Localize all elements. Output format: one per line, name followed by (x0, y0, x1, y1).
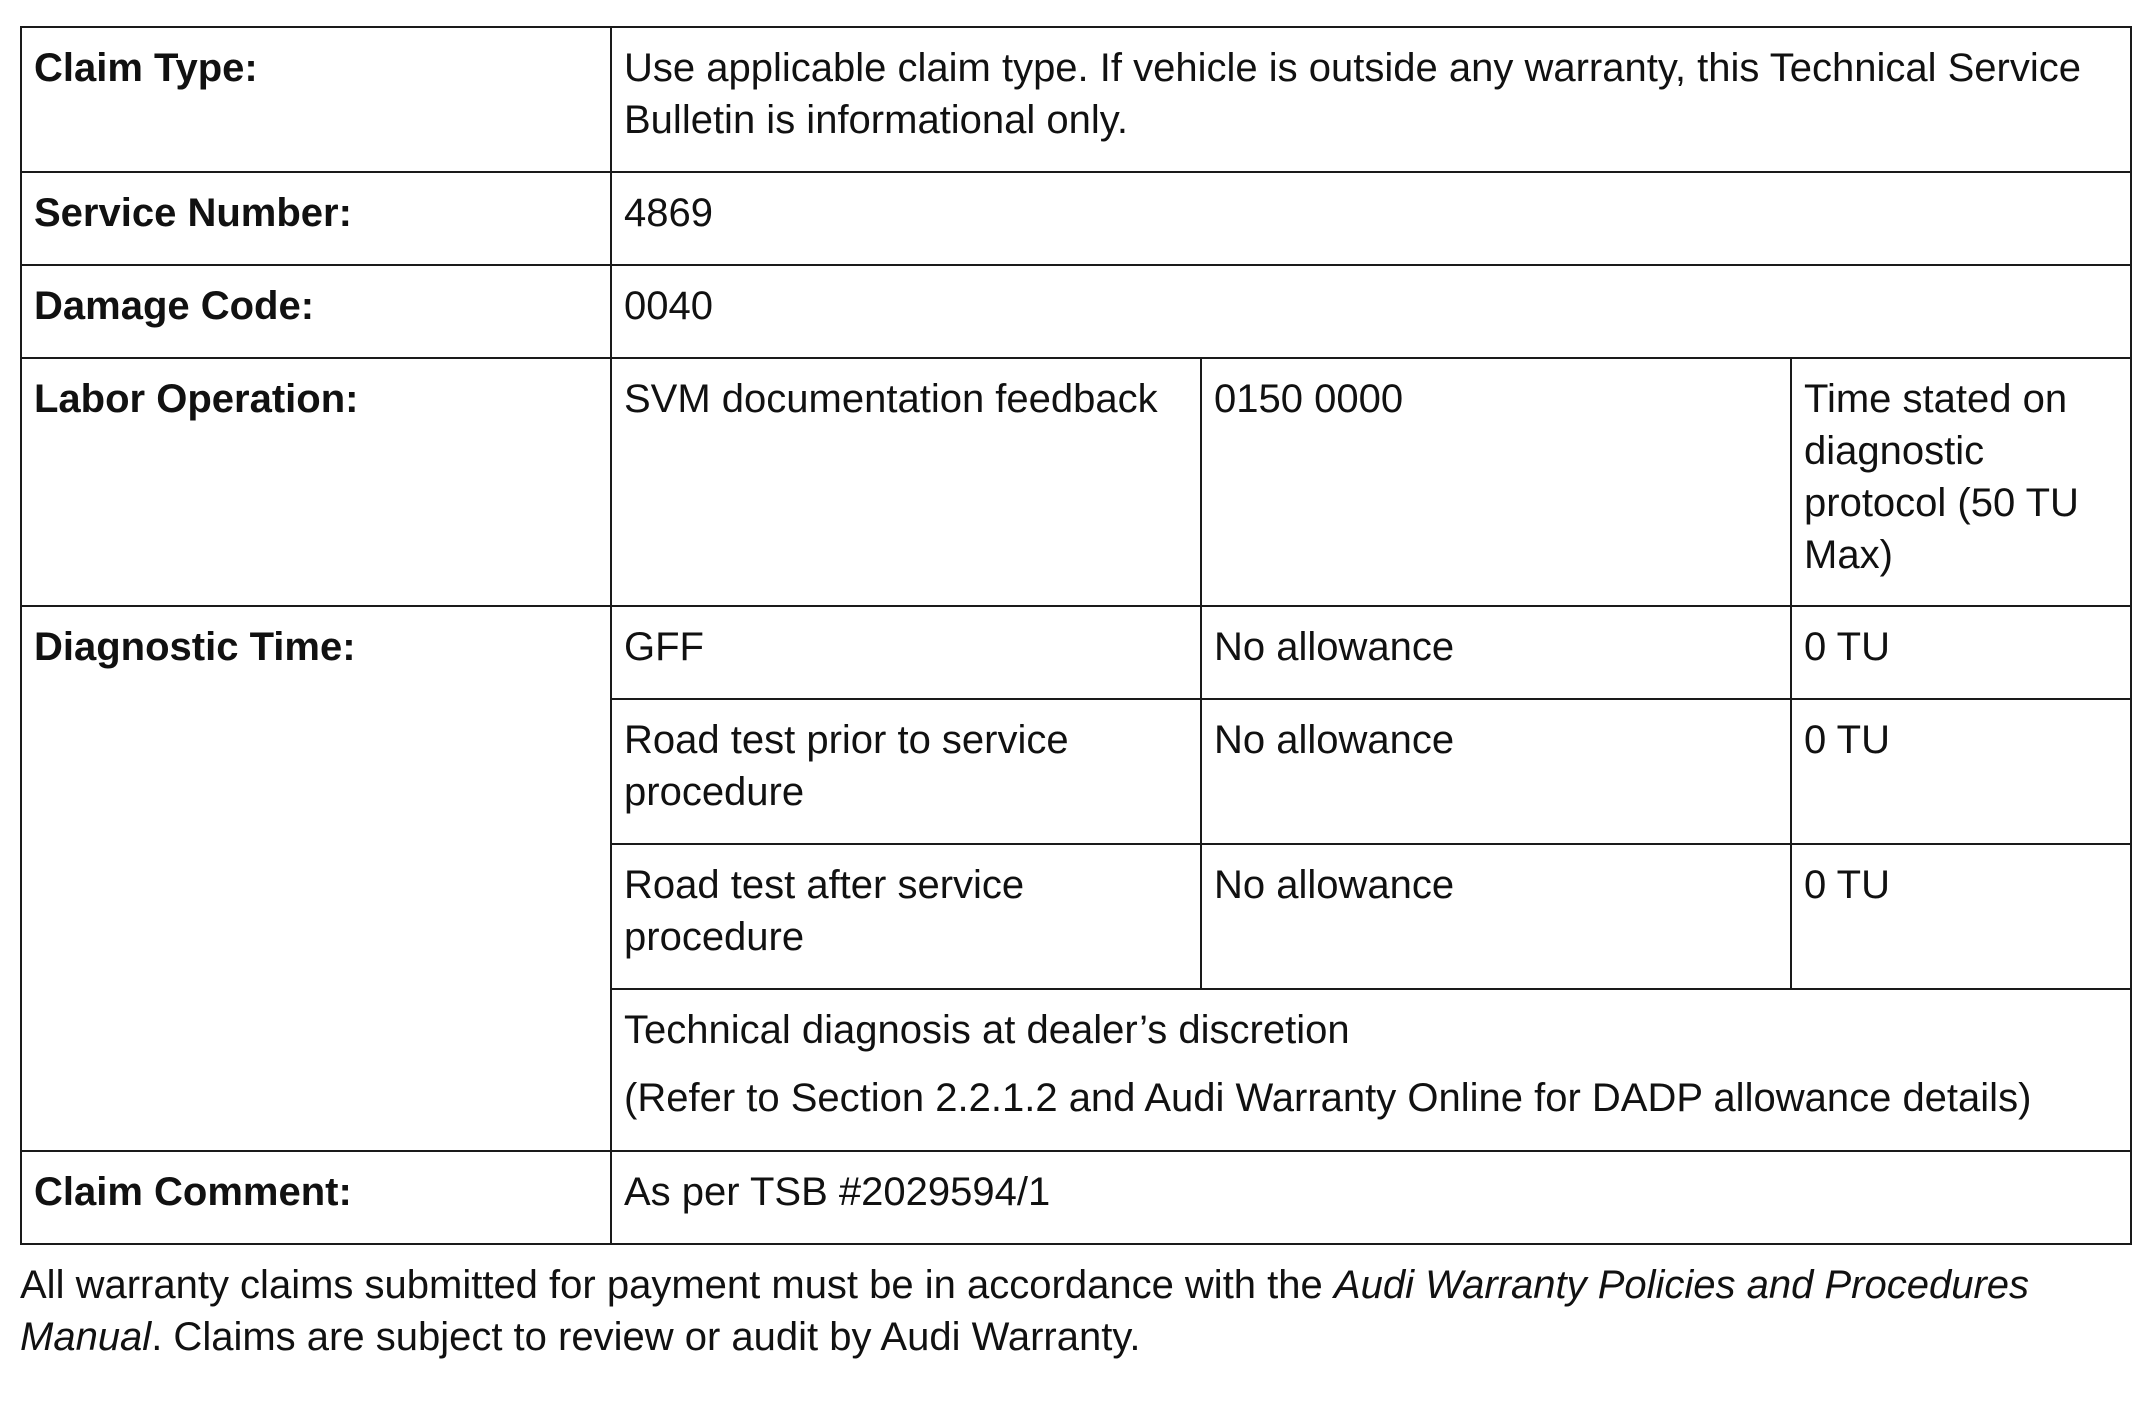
claim-type-value: Use applicable claim type. If vehicle is outside any warranty, this Technical Service Bulletin is informational only. (611, 27, 2131, 172)
footer-text-before: All warranty claims submitted for payment must be in accordance with the (20, 1263, 1334, 1307)
claim-type-label: Claim Type: (21, 27, 611, 172)
labor-operation-label: Labor Operation: (21, 358, 611, 606)
labor-operation-row (21, 358, 2131, 606)
labor-operation-code: 0150 0000 (1201, 358, 1791, 606)
diagnostic-item-time: 0 TU (1791, 606, 2131, 699)
claim-comment-label: Claim Comment: (21, 1151, 611, 1244)
diagnostic-time-label: Diagnostic Time: (21, 606, 611, 1151)
claim-type-row (21, 27, 2131, 172)
service-number-label: Service Number: (21, 172, 611, 265)
labor-operation-time: Time stated on diagnostic protocol (50 TU Max) (1791, 358, 2131, 606)
diagnostic-note-line-1: Technical diagnosis at dealer’s discretion (624, 1008, 1350, 1052)
warranty-claim-document (20, 26, 2130, 1403)
footer-text-after: . Claims are subject to review or audit by Audi Warranty. (151, 1315, 1141, 1359)
service-number-row (21, 172, 2131, 265)
service-number-value: 4869 (611, 172, 2131, 265)
labor-operation-description: SVM documentation feedback (611, 358, 1201, 606)
diagnostic-item-time: 0 TU (1791, 699, 2131, 844)
claim-comment-row (21, 1151, 2131, 1244)
diagnostic-item-time: 0 TU (1791, 844, 2131, 989)
diagnostic-time-row (21, 606, 2131, 699)
damage-code-label: Damage Code: (21, 265, 611, 358)
diagnostic-item-allowance: No allowance (1201, 699, 1791, 844)
diagnostic-note-line-2: (Refer to Section 2.2.1.2 and Audi Warranty Online for DADP allowance details) (624, 1076, 2032, 1120)
diagnostic-item-description: Road test after service procedure (611, 844, 1201, 989)
warranty-footer-note (20, 1259, 2130, 1363)
diagnostic-item-description: GFF (611, 606, 1201, 699)
damage-code-row (21, 265, 2131, 358)
claim-info-table (20, 26, 2132, 1245)
diagnostic-note (611, 989, 2131, 1151)
diagnostic-item-description: Road test prior to service procedure (611, 699, 1201, 844)
claim-comment-value: As per TSB #2029594/1 (611, 1151, 2131, 1244)
footer-manual-title: Audi Warranty Policies and Procedures Manual (20, 1263, 2030, 1359)
diagnostic-item-allowance: No allowance (1201, 844, 1791, 989)
damage-code-value: 0040 (611, 265, 2131, 358)
diagnostic-item-allowance: No allowance (1201, 606, 1791, 699)
